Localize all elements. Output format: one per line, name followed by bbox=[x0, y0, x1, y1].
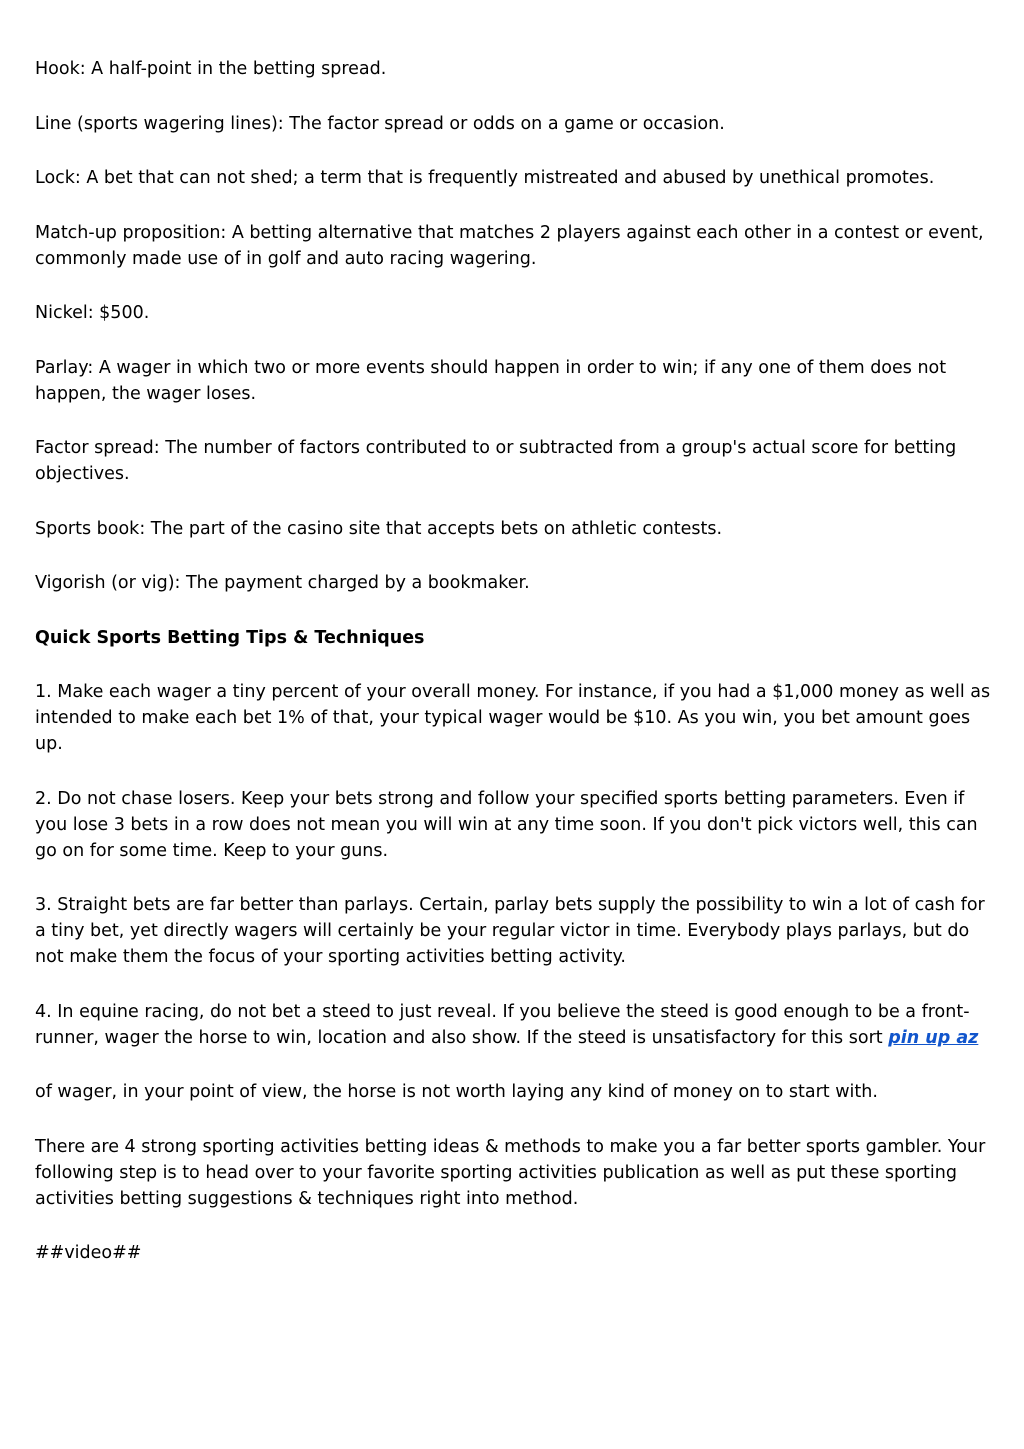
glossary-sports-book: Sports book: The part of the casino site that accepts bets on athletic contests. bbox=[35, 518, 723, 539]
glossary-nickel: Nickel: $500. bbox=[35, 303, 150, 323]
glossary-vigorish: Vigorish (or vig): The payment charged by a bookmaker. bbox=[35, 573, 530, 593]
glossary-factor-spread: Factor spread: The number of factors contributed to or subtracted from a group's actual score for betting objectives. bbox=[35, 438, 957, 484]
tip-4-text: 4. In equine racing, do not bet a steed to just reveal. If you believe the steed is good enough to be a front-runner, wager the horse to win, location and also show. If the steed is unsatisfactory for this sort bbox=[35, 1001, 970, 1048]
tip-4-continuation: of wager, in your point of view, the horse is not worth laying any kind of money on to start with. bbox=[35, 1082, 878, 1102]
tip-2: 2. Do not chase losers. Keep your bets strong and follow your specified sports betting parameters. Even if you lose 3 bets in a row does not mean you will win at any time soon. If you don't pick victors well, this can go on for some time. Keep to your guns. bbox=[35, 788, 978, 861]
glossary-hook: Hook: A half-point in the betting spread. bbox=[35, 59, 387, 79]
tip-1: 1. Make each wager a tiny percent of your overall money. For instance, if you had a $1,000 money as well as intended to make each bet 1% of that, your typical wager would be $10. As you win, you bet amount goes up. bbox=[35, 682, 991, 754]
document-page bbox=[35, 56, 995, 1295]
closing-paragraph: There are 4 strong sporting activities betting ideas & methods to make you a far better sports gambler. Your following step is to head over to your favorite sporting activities publication as well as put these sporting activities betting suggestions & techniques right into method. bbox=[35, 1136, 986, 1209]
section-heading: Quick Sports Betting Tips & Techniques bbox=[35, 627, 425, 648]
glossary-line: Line (sports wagering lines): The factor spread or odds on a game or occasion. bbox=[35, 113, 725, 134]
tip-4 bbox=[35, 999, 995, 1051]
video-placeholder: ##video## bbox=[35, 1243, 142, 1263]
pin-up-az-link[interactable]: pin up az bbox=[888, 1027, 979, 1048]
glossary-lock: Lock: A bet that can not shed; a term that is frequently mistreated and abused by unethical promotes. bbox=[35, 168, 935, 188]
glossary-parlay: Parlay: A wager in which two or more events should happen in order to win; if any one of them does not happen, the wager loses. bbox=[35, 357, 947, 404]
tip-3: 3. Straight bets are far better than parlays. Certain, parlay bets supply the possibility to win a lot of cash for a tiny bet, yet directly wagers will certainly be your regular victor in time. Everybody plays parlays, but do not make them the focus of your sporting activities betting activity. bbox=[35, 895, 985, 967]
glossary-match-up: Match-up proposition: A betting alternative that matches 2 players against each other in a contest or event, commonly made use of in golf and auto racing wagering. bbox=[35, 222, 984, 269]
